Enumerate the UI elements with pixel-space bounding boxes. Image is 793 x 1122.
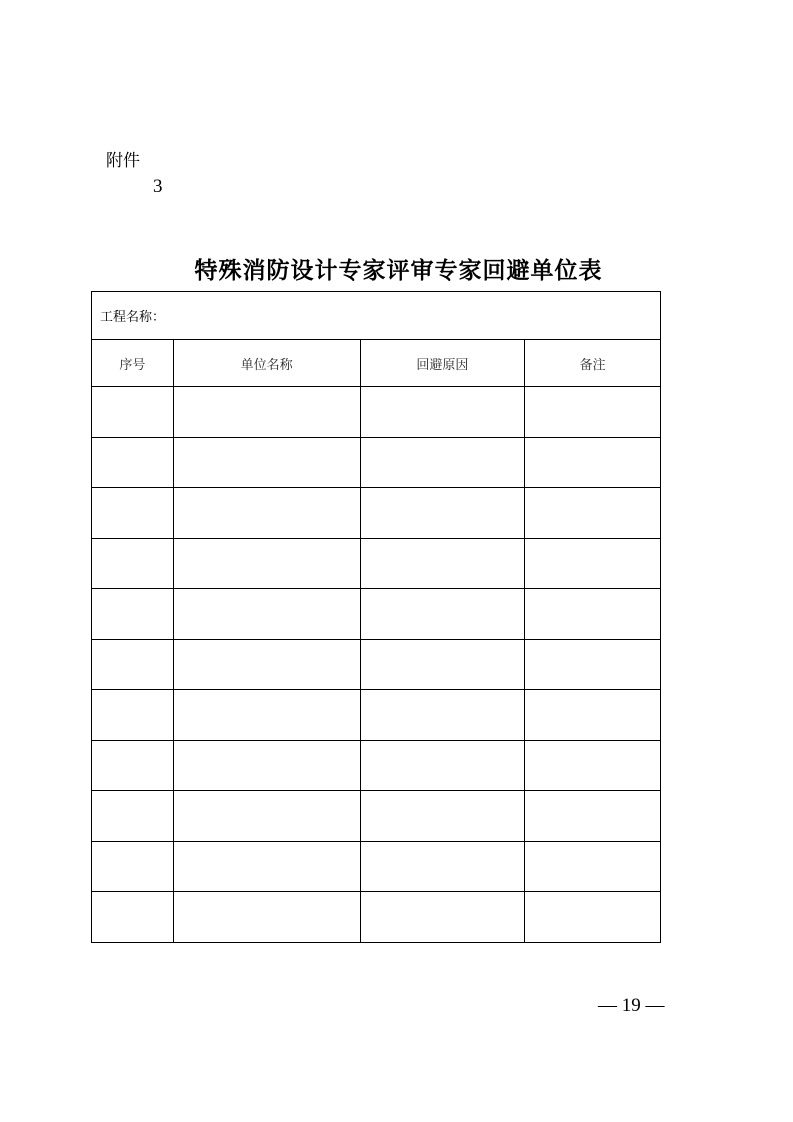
table-cell[interactable] xyxy=(360,841,525,892)
header-remarks: 备注 xyxy=(525,340,661,387)
table-cell[interactable] xyxy=(525,690,661,741)
table-cell[interactable] xyxy=(525,589,661,640)
project-name-label: 工程名称： xyxy=(92,292,661,340)
document-title: 特殊消防设计专家评审专家回避单位表 xyxy=(194,257,603,284)
table-cell[interactable] xyxy=(92,892,174,943)
table-row xyxy=(92,892,661,943)
table-cell[interactable] xyxy=(173,690,360,741)
table-row xyxy=(92,387,661,438)
table-cell[interactable] xyxy=(525,841,661,892)
table-cell[interactable] xyxy=(360,589,525,640)
header-unit-name: 单位名称 xyxy=(173,340,360,387)
table-cell[interactable] xyxy=(525,740,661,791)
table-cell[interactable] xyxy=(173,892,360,943)
table-cell[interactable] xyxy=(360,538,525,589)
table-cell[interactable] xyxy=(173,791,360,842)
table-cell[interactable] xyxy=(360,437,525,488)
table-cell[interactable] xyxy=(525,488,661,539)
table-cell[interactable] xyxy=(525,387,661,438)
table-row xyxy=(92,740,661,791)
table-row xyxy=(92,589,661,640)
table-cell[interactable] xyxy=(360,690,525,741)
table-cell[interactable] xyxy=(360,740,525,791)
page-number: — 19 — xyxy=(598,995,665,1016)
attachment-number: 3 xyxy=(153,176,163,197)
table-cell[interactable] xyxy=(92,639,174,690)
table-cell[interactable] xyxy=(92,437,174,488)
table-row xyxy=(92,488,661,539)
table-row xyxy=(92,437,661,488)
table-cell[interactable] xyxy=(92,589,174,640)
table-cell[interactable] xyxy=(173,538,360,589)
table-row xyxy=(92,791,661,842)
table-header-row xyxy=(92,340,661,387)
table-cell[interactable] xyxy=(525,791,661,842)
header-avoidance-reason: 回避原因 xyxy=(360,340,525,387)
table-cell[interactable] xyxy=(173,639,360,690)
table-cell[interactable] xyxy=(525,538,661,589)
table-cell[interactable] xyxy=(92,791,174,842)
table-row xyxy=(92,841,661,892)
avoidance-table xyxy=(91,291,661,943)
table-cell[interactable] xyxy=(173,740,360,791)
table-cell[interactable] xyxy=(173,387,360,438)
table-cell[interactable] xyxy=(173,488,360,539)
table-cell[interactable] xyxy=(360,488,525,539)
table-cell[interactable] xyxy=(92,690,174,741)
attachment-label: 附件 xyxy=(106,151,140,171)
table-cell[interactable] xyxy=(92,387,174,438)
table-cell[interactable] xyxy=(92,841,174,892)
table-cell[interactable] xyxy=(525,437,661,488)
table-cell[interactable] xyxy=(173,437,360,488)
table-cell[interactable] xyxy=(360,791,525,842)
table-cell[interactable] xyxy=(92,740,174,791)
table-cell[interactable] xyxy=(360,639,525,690)
table-cell[interactable] xyxy=(92,488,174,539)
header-serial: 序号 xyxy=(92,340,174,387)
table-cell[interactable] xyxy=(360,387,525,438)
table-cell[interactable] xyxy=(92,538,174,589)
table-cell[interactable] xyxy=(173,841,360,892)
table-cell[interactable] xyxy=(360,892,525,943)
table-row xyxy=(92,538,661,589)
table-row xyxy=(92,690,661,741)
table-cell[interactable] xyxy=(525,892,661,943)
project-name-row xyxy=(92,292,661,340)
table-cell[interactable] xyxy=(525,639,661,690)
table-row xyxy=(92,639,661,690)
table-cell[interactable] xyxy=(173,589,360,640)
